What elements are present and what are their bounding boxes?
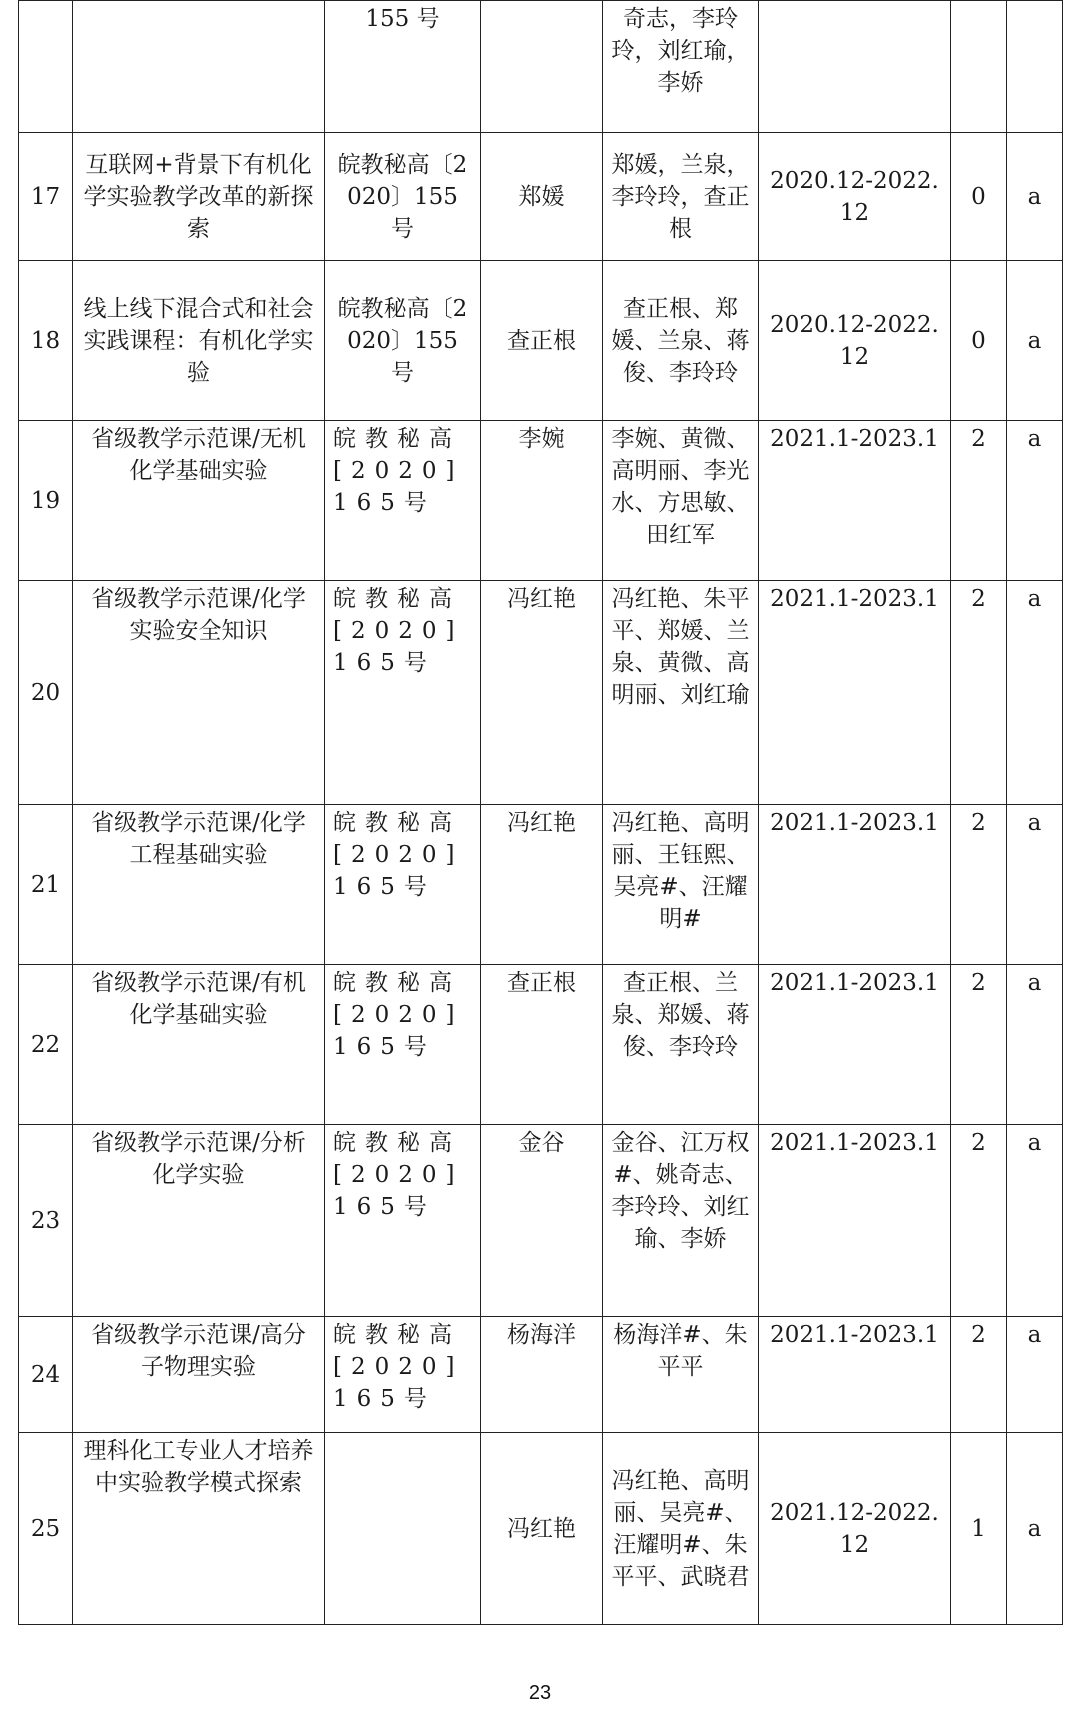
project-name: 省级教学示范课/高分子物理实验 bbox=[73, 1317, 325, 1433]
row-number: 19 bbox=[19, 421, 73, 581]
table-row bbox=[19, 965, 1063, 1125]
row-number: 20 bbox=[19, 581, 73, 805]
approval-document: 皖教秘高[2020]165号 bbox=[325, 805, 481, 965]
approval-document: 皖教秘高[2020]165号 bbox=[325, 1125, 481, 1317]
table-row bbox=[19, 805, 1063, 965]
project-funds: 2 bbox=[951, 1125, 1007, 1317]
row-number: 21 bbox=[19, 805, 73, 965]
project-period: 2021.1-2023.1 bbox=[759, 1317, 951, 1433]
project-members: 奇志，李玲玲，刘红瑜，李娇 bbox=[603, 1, 759, 133]
project-level: a bbox=[1007, 261, 1063, 421]
project-period: 2020.12-2022.12 bbox=[759, 133, 951, 261]
project-funds: 2 bbox=[951, 1317, 1007, 1433]
project-level: a bbox=[1007, 581, 1063, 805]
project-members: 金谷、江万权#、姚奇志、李玲玲、刘红瑜、李娇 bbox=[603, 1125, 759, 1317]
project-leader: 杨海洋 bbox=[481, 1317, 603, 1433]
table-row bbox=[19, 1125, 1063, 1317]
project-leader: 冯红艳 bbox=[481, 1433, 603, 1625]
project-name: 省级教学示范课/无机化学基础实验 bbox=[73, 421, 325, 581]
project-level: a bbox=[1007, 965, 1063, 1125]
project-period: 2021.1-2023.1 bbox=[759, 1125, 951, 1317]
project-members: 李婉、黄微、高明丽、李光水、方思敏、田红军 bbox=[603, 421, 759, 581]
project-period: 2021.12-2022.12 bbox=[759, 1433, 951, 1625]
project-level: a bbox=[1007, 1317, 1063, 1433]
project-funds: 0 bbox=[951, 133, 1007, 261]
project-level: a bbox=[1007, 805, 1063, 965]
project-level: a bbox=[1007, 1433, 1063, 1625]
row-number: 25 bbox=[19, 1433, 73, 1625]
table-row bbox=[19, 581, 1063, 805]
project-members: 杨海洋#、朱平平 bbox=[603, 1317, 759, 1433]
project-level: a bbox=[1007, 133, 1063, 261]
project-members: 冯红艳、高明丽、吴亮#、汪耀明#、朱平平、武晓君 bbox=[603, 1433, 759, 1625]
approval-document: 皖教秘高[2020]165号 bbox=[325, 965, 481, 1125]
approval-document: 155 号 bbox=[325, 1, 481, 133]
table-row bbox=[19, 261, 1063, 421]
project-table bbox=[18, 0, 1063, 1625]
project-name: 省级教学示范课/有机化学基础实验 bbox=[73, 965, 325, 1125]
project-leader: 李婉 bbox=[481, 421, 603, 581]
project-name: 互联网+背景下有机化学实验教学改革的新探索 bbox=[73, 133, 325, 261]
project-period bbox=[759, 1, 951, 133]
table-row bbox=[19, 133, 1063, 261]
project-funds: 0 bbox=[951, 261, 1007, 421]
project-period: 2021.1-2023.1 bbox=[759, 421, 951, 581]
row-number: 17 bbox=[19, 133, 73, 261]
project-level bbox=[1007, 1, 1063, 133]
approval-document: 皖教秘高〔2020〕155 号 bbox=[325, 133, 481, 261]
project-name bbox=[73, 1, 325, 133]
approval-document: 皖教秘高〔2020〕155 号 bbox=[325, 261, 481, 421]
project-period: 2020.12-2022.12 bbox=[759, 261, 951, 421]
approval-document: 皖教秘高[2020]165号 bbox=[325, 1317, 481, 1433]
project-members: 查正根、兰泉、郑媛、蒋俊、李玲玲 bbox=[603, 965, 759, 1125]
project-name: 省级教学示范课/分析化学实验 bbox=[73, 1125, 325, 1317]
project-leader bbox=[481, 1, 603, 133]
approval-document bbox=[325, 1433, 481, 1625]
project-leader: 郑媛 bbox=[481, 133, 603, 261]
project-name: 省级教学示范课/化学实验安全知识 bbox=[73, 581, 325, 805]
project-leader: 金谷 bbox=[481, 1125, 603, 1317]
row-number: 23 bbox=[19, 1125, 73, 1317]
project-leader: 查正根 bbox=[481, 965, 603, 1125]
table-row bbox=[19, 1433, 1063, 1625]
project-period: 2021.1-2023.1 bbox=[759, 805, 951, 965]
project-period: 2021.1-2023.1 bbox=[759, 965, 951, 1125]
row-number: 22 bbox=[19, 965, 73, 1125]
project-members: 冯红艳、朱平平、郑媛、兰泉、黄微、高明丽、刘红瑜 bbox=[603, 581, 759, 805]
table-row bbox=[19, 1317, 1063, 1433]
project-funds bbox=[951, 1, 1007, 133]
project-funds: 2 bbox=[951, 581, 1007, 805]
project-funds: 2 bbox=[951, 805, 1007, 965]
project-funds: 1 bbox=[951, 1433, 1007, 1625]
project-name: 理科化工专业人才培养中实验教学模式探索 bbox=[73, 1433, 325, 1625]
project-members: 查正根、郑媛、兰泉、蒋俊、李玲玲 bbox=[603, 261, 759, 421]
project-funds: 2 bbox=[951, 421, 1007, 581]
project-level: a bbox=[1007, 421, 1063, 581]
project-leader: 查正根 bbox=[481, 261, 603, 421]
project-leader: 冯红艳 bbox=[481, 581, 603, 805]
row-number: 18 bbox=[19, 261, 73, 421]
page-number: 23 bbox=[528, 1682, 552, 1704]
project-name: 省级教学示范课/化学工程基础实验 bbox=[73, 805, 325, 965]
table-row bbox=[19, 1, 1063, 133]
project-leader: 冯红艳 bbox=[481, 805, 603, 965]
project-funds: 2 bbox=[951, 965, 1007, 1125]
project-name: 线上线下混合式和社会实践课程：有机化学实验 bbox=[73, 261, 325, 421]
project-period: 2021.1-2023.1 bbox=[759, 581, 951, 805]
approval-document: 皖教秘高[2020]165号 bbox=[325, 581, 481, 805]
row-number bbox=[19, 1, 73, 133]
project-members: 郑媛，兰泉，李玲玲，查正根 bbox=[603, 133, 759, 261]
table-row bbox=[19, 421, 1063, 581]
project-members: 冯红艳、高明丽、王钰熙、吴亮#、汪耀明# bbox=[603, 805, 759, 965]
approval-document: 皖教秘高[2020]165号 bbox=[325, 421, 481, 581]
row-number: 24 bbox=[19, 1317, 73, 1433]
project-level: a bbox=[1007, 1125, 1063, 1317]
